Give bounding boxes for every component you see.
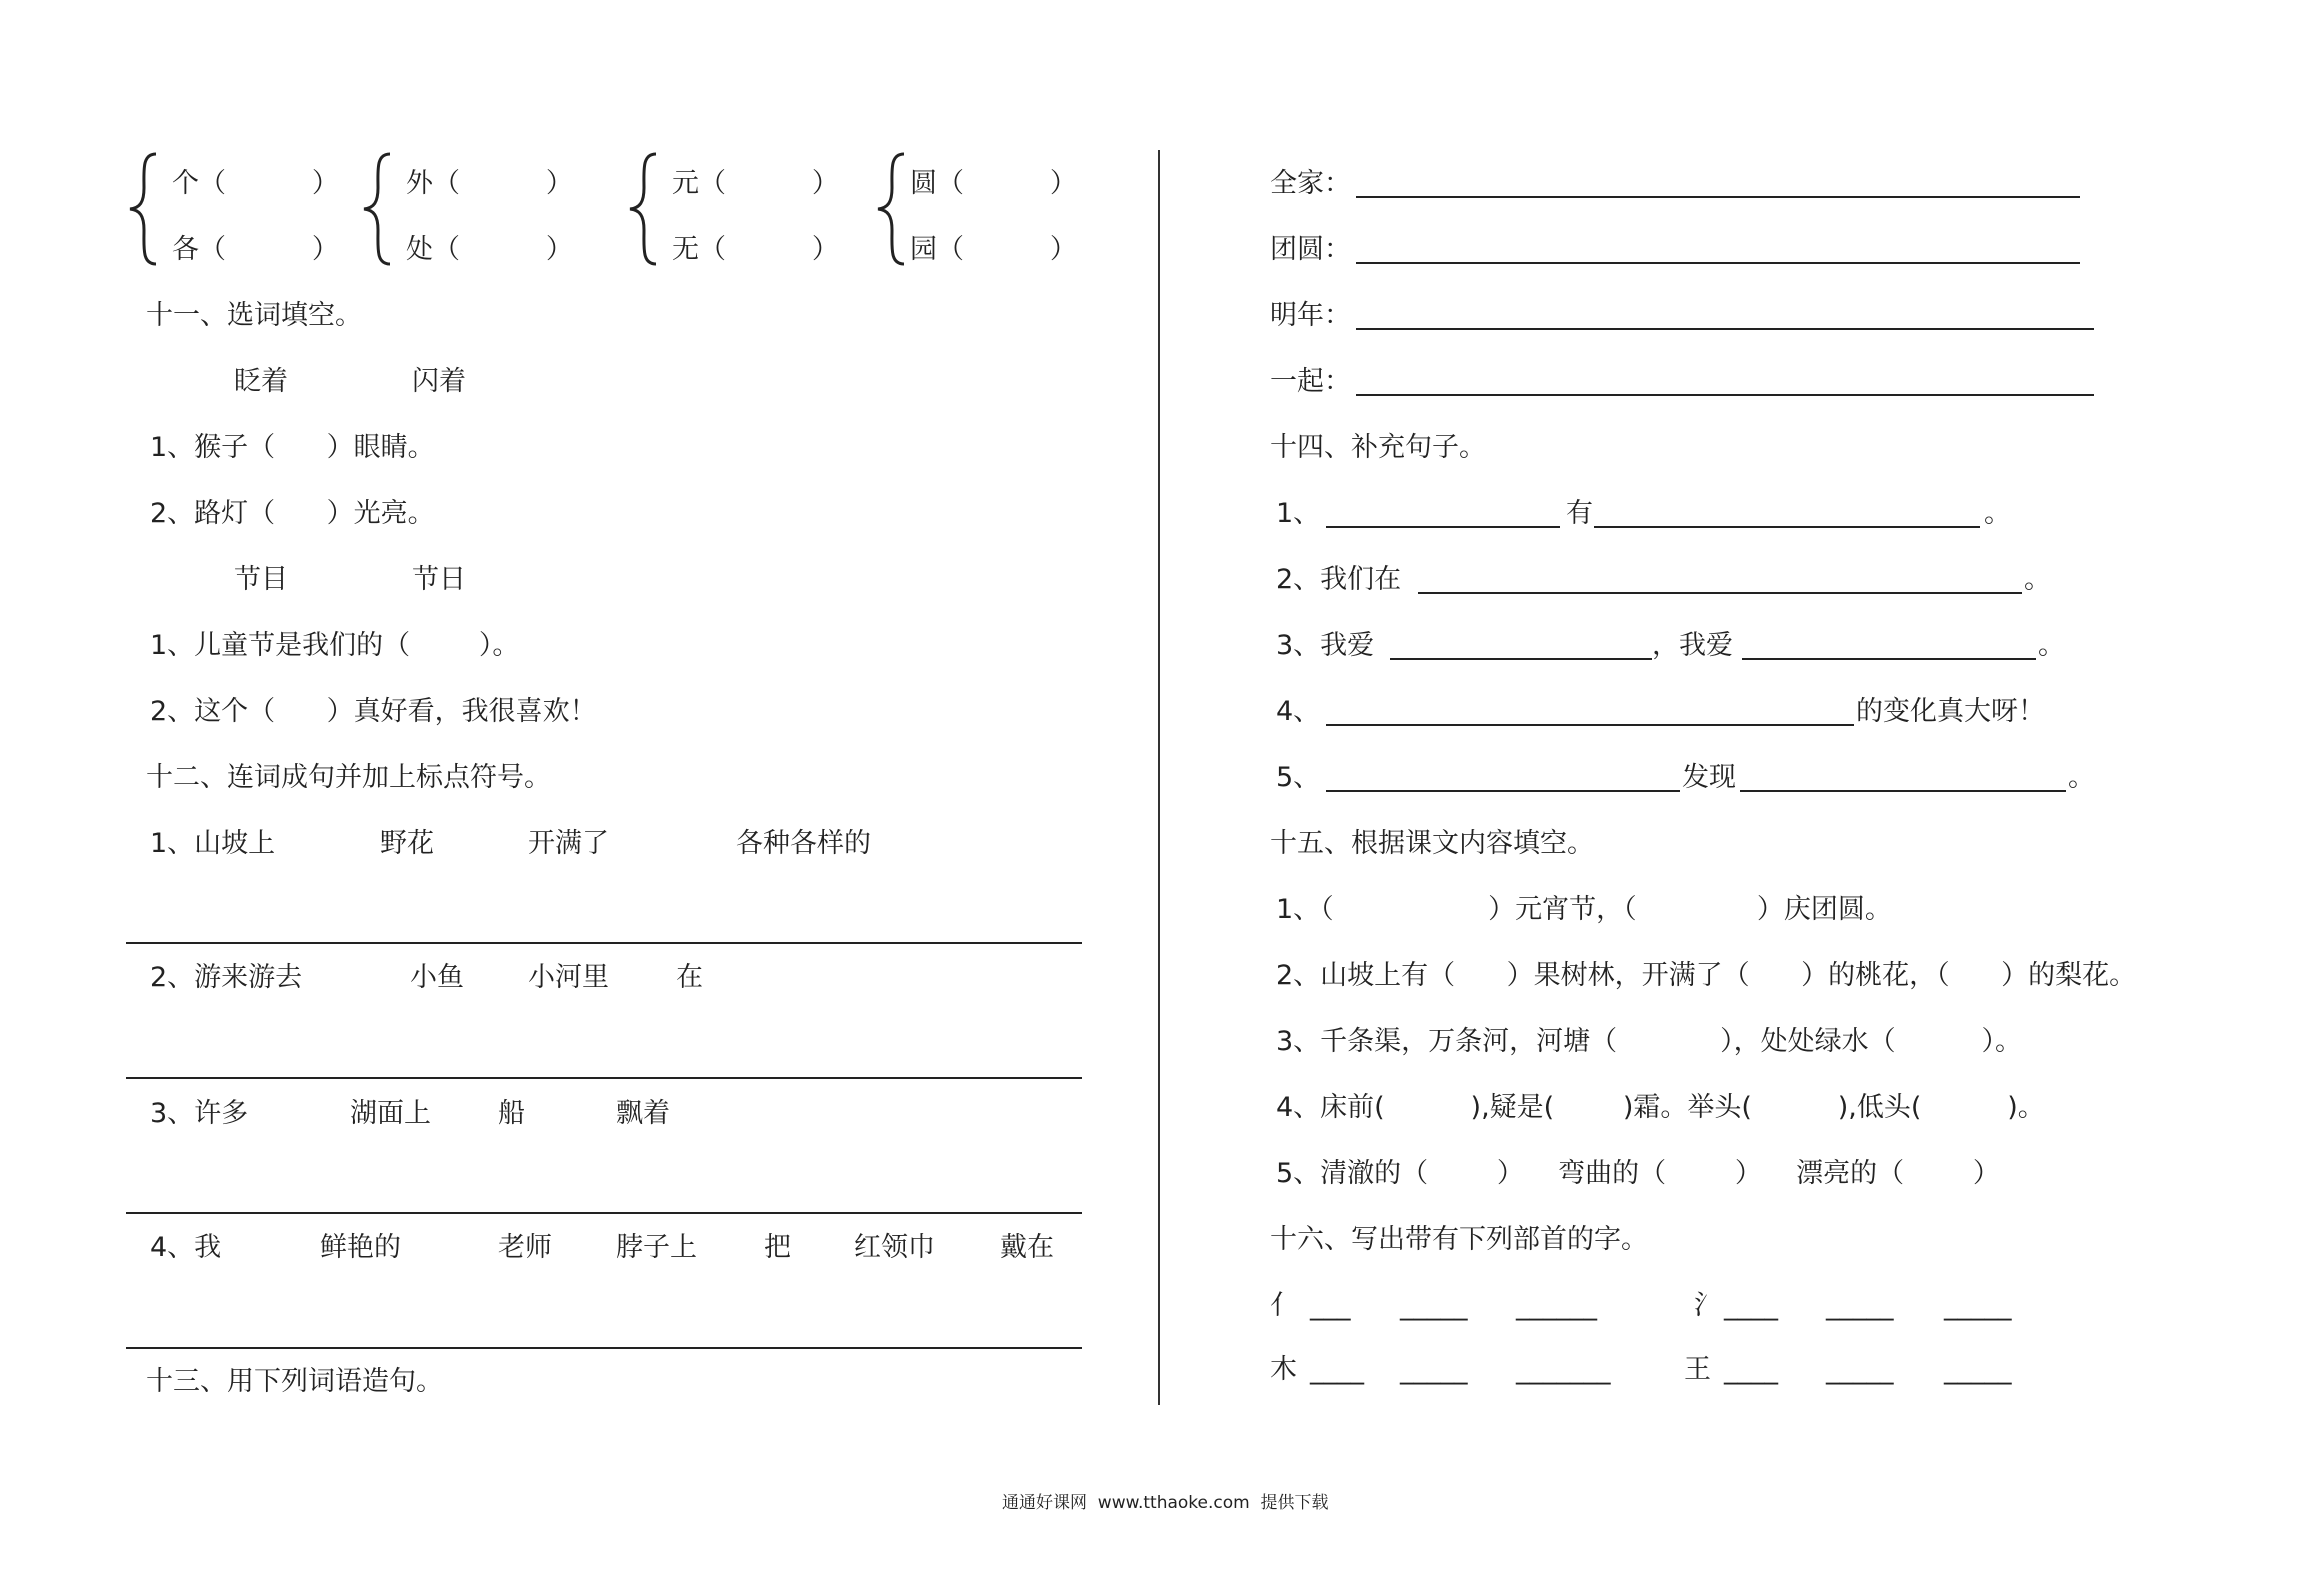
radical-wood: 木 xyxy=(1270,1354,1297,1385)
pair-3-bottom: 无（ ） xyxy=(672,234,839,265)
s12-row-4-word: 老师 xyxy=(498,1232,552,1263)
section-11-title: 十一、选词填空。 xyxy=(146,300,362,331)
section-13-title: 十三、用下列词语造句。 xyxy=(146,1366,443,1397)
answer-line xyxy=(1742,658,2036,660)
s12-row-4-word: 红领巾 xyxy=(854,1232,935,1263)
pair-1-bottom: 各（ ） xyxy=(172,234,339,265)
radical-person: 亻 xyxy=(1270,1290,1297,1321)
answer-line xyxy=(1356,196,2080,198)
s13-word-4: 一起： xyxy=(1270,366,1351,397)
s15-item-3: 3、千条渠，万条河，河塘（ ），处处绿水（ ）。 xyxy=(1276,1026,2022,1057)
s12-row-2-label: 2、游来游去 xyxy=(150,962,303,993)
s14-q1-mid: 有 xyxy=(1566,498,1593,529)
s12-row-3-word: 湖面上 xyxy=(350,1098,431,1129)
answer-line xyxy=(126,1077,1082,1079)
section-14-title: 十四、补充句子。 xyxy=(1270,432,1486,463)
blank-line: _____ xyxy=(1400,1290,1468,1321)
s12-row-3-word: 船 xyxy=(498,1098,525,1129)
s11-word-4: 节日 xyxy=(412,564,466,595)
s11-question-1: 1、猴子（ ）眼睛。 xyxy=(150,432,435,463)
radical-king: 王 xyxy=(1684,1354,1711,1385)
blank-line: ____ xyxy=(1724,1290,1778,1321)
pair-1-top: 个（ ） xyxy=(172,168,339,199)
s12-row-1-word: 各种各样的 xyxy=(736,828,871,859)
s14-q4-end: 的变化真大呀！ xyxy=(1856,696,2045,727)
s15-item-1: 1、（ ）元宵节，（ ）庆团圆。 xyxy=(1276,894,1892,925)
s14-q3a: 3、我爱 xyxy=(1276,630,1375,661)
pair-3-top: 元（ ） xyxy=(672,168,839,199)
blank-line: ___ xyxy=(1310,1290,1351,1321)
brace-3 xyxy=(626,150,662,268)
s12-row-4-word: 脖子上 xyxy=(616,1232,697,1263)
s12-row-4-label: 4、我 xyxy=(150,1232,222,1263)
page-footer: 通通好课网 www.tthaoke.com 提供下载 xyxy=(1002,1493,1329,1513)
answer-line xyxy=(1356,262,2080,264)
s12-row-2-word: 小鱼 xyxy=(410,962,464,993)
s12-row-4-word: 鲜艳的 xyxy=(320,1232,401,1263)
s12-row-1-word: 开满了 xyxy=(528,828,609,859)
s12-row-3-label: 3、许多 xyxy=(150,1098,249,1129)
brace-1 xyxy=(126,150,162,268)
pair-4-bottom: 园（ ） xyxy=(910,234,1077,265)
pair-2-top: 外（ ） xyxy=(406,168,573,199)
answer-line xyxy=(1356,394,2094,396)
s14-q1-num: 1、 xyxy=(1276,498,1321,529)
s14-q5-num: 5、 xyxy=(1276,762,1321,793)
blank-line: _____ xyxy=(1400,1354,1468,1385)
pair-2-bottom: 处（ ） xyxy=(406,234,573,265)
answer-line xyxy=(1390,658,1652,660)
s13-word-2: 团圆： xyxy=(1270,234,1351,265)
answer-line xyxy=(126,942,1082,944)
s11-question-4: 2、这个（ ）真好看，我很喜欢！ xyxy=(150,696,597,727)
s12-row-2-word: 在 xyxy=(676,962,703,993)
answer-line xyxy=(1326,526,1560,528)
blank-line: _____ xyxy=(1944,1354,2012,1385)
s12-row-1-label: 1、山坡上 xyxy=(150,828,276,859)
s13-word-3: 明年： xyxy=(1270,300,1351,331)
answer-line xyxy=(1326,790,1680,792)
s14-q5-mid: 发现 xyxy=(1682,762,1736,793)
blank-line: _____ xyxy=(1826,1354,1894,1385)
radical-water: 氵 xyxy=(1694,1290,1721,1321)
answer-line xyxy=(1740,790,2066,792)
blank-line: ____ xyxy=(1724,1354,1778,1385)
s11-word-3: 节目 xyxy=(234,564,288,595)
pair-4-top: 圆（ ） xyxy=(910,168,1077,199)
section-16-title: 十六、写出带有下列部首的字。 xyxy=(1270,1224,1648,1255)
s15-item-2: 2、山坡上有（ ）果树林，开满了（ ）的桃花，（ ）的梨花。 xyxy=(1276,960,2137,991)
s11-word-2: 闪着 xyxy=(412,366,466,397)
answer-line xyxy=(1326,724,1854,726)
brace-2 xyxy=(360,150,396,268)
column-divider xyxy=(1158,150,1160,1405)
s11-question-3: 1、儿童节是我们的（ ）。 xyxy=(150,630,520,661)
blank-line: ______ xyxy=(1516,1290,1597,1321)
s15-item-4: 4、床前( ),疑是( )霜。举头( ),低头( )。 xyxy=(1276,1092,2045,1123)
answer-line xyxy=(126,1347,1082,1349)
section-12-title: 十二、连词成句并加上标点符号。 xyxy=(146,762,551,793)
s12-row-2-word: 小河里 xyxy=(528,962,609,993)
answer-line xyxy=(1418,592,2022,594)
s14-q3-end: 。 xyxy=(2038,630,2065,661)
blank-line: ____ xyxy=(1310,1354,1364,1385)
s14-q4-num: 4、 xyxy=(1276,696,1321,727)
s12-row-1-word: 野花 xyxy=(380,828,434,859)
s13-word-1: 全家： xyxy=(1270,168,1351,199)
answer-line xyxy=(1356,328,2094,330)
s14-q2-end: 。 xyxy=(2024,564,2051,595)
blank-line: _______ xyxy=(1516,1354,1611,1385)
s12-row-4-word: 把 xyxy=(764,1232,791,1263)
s11-question-2: 2、路灯（ ）光亮。 xyxy=(150,498,435,529)
answer-line xyxy=(1594,526,1980,528)
s15-item-5: 5、清澈的（ ） 弯曲的（ ） 漂亮的（ ） xyxy=(1276,1158,2000,1189)
s14-q2: 2、我们在 xyxy=(1276,564,1402,595)
s11-word-1: 眨着 xyxy=(234,366,288,397)
s14-q5-end: 。 xyxy=(2068,762,2095,793)
answer-line xyxy=(126,1212,1082,1214)
section-15-title: 十五、根据课文内容填空。 xyxy=(1270,828,1594,859)
s12-row-4-word: 戴在 xyxy=(1000,1232,1054,1263)
blank-line: _____ xyxy=(1826,1290,1894,1321)
brace-4 xyxy=(874,150,910,268)
blank-line: _____ xyxy=(1944,1290,2012,1321)
s14-q3b: ，我爱 xyxy=(1652,630,1733,661)
s14-q1-end: 。 xyxy=(1984,498,2011,529)
s12-row-3-word: 飘着 xyxy=(616,1098,670,1129)
